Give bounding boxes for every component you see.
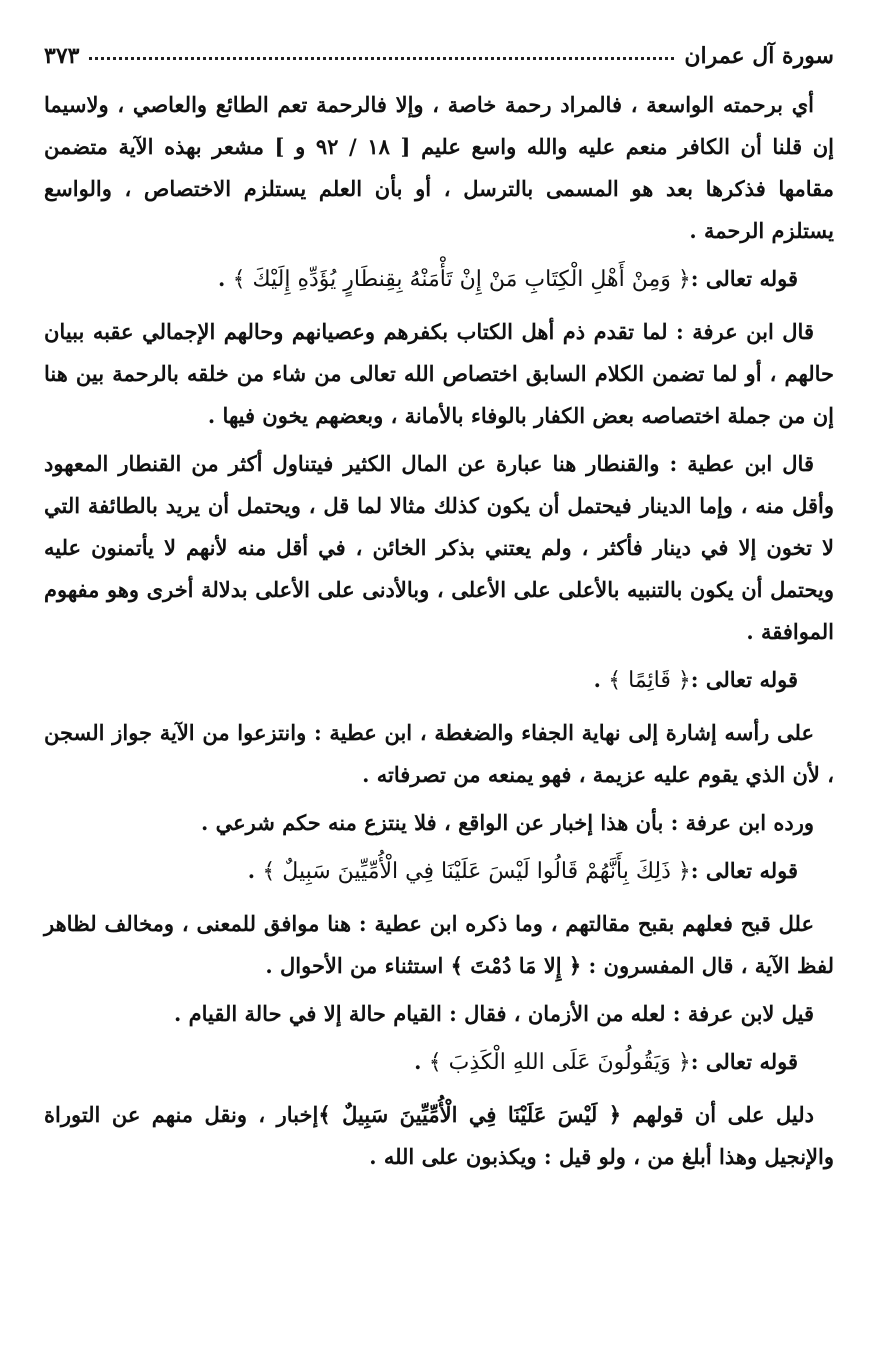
verse-quote — [44, 258, 834, 301]
verse-intro: قوله تعالى : — [690, 667, 798, 692]
verse-quote — [44, 659, 834, 702]
verse-end: . — [217, 266, 233, 291]
page-number: ٣٧٣ — [44, 43, 80, 69]
quranic-verse: ﴿ ذَلِكَ بِأَنَّهُمْ قَالُوا لَيْسَ عَلَيْنَا فِي الْأُمِّيِّينَ سَبِيلٌ ﴾ — [262, 859, 691, 884]
paragraph: قال ابن عرفة : لما تقدم ذم أهل الكتاب بكفرهم وعصيانهم وحالهم الإجمالي عقبه ببيان حالهم ، أو لما تضمن الكلام السابق اختصاص الله تعالى من شاء من خلقه بالرحمة بين هنا إن من جملة اختصاصه بعض الكفار بالوفاء بالأمانة ، وبعضهم يخون فيها . — [44, 319, 834, 428]
book-page — [44, 38, 834, 1184]
paragraph: أي برحمته الواسعة ، فالمراد رحمة خاصة ، وإلا فالرحمة تعم الطائع والعاصي ، ولاسيما إن قلنا أن الكافر منعم عليه والله واسع عليم [ ١٨ / ٩٢ و ] مشعر بهذه الآية متضمن مقامها فذكرها بعد هو المسمى بالترسل ، أو بأن العلم يستلزم الاختصاص ، والواسع يستلزم الرحمة . — [44, 92, 834, 243]
paragraph: على رأسه إشارة إلى نهاية الجفاء والضغطة ، ابن عطية : وانتزعوا من الآية جواز السجن ، لأن الذي يقوم عليه عزيمة ، فهو يمنعه من تصرفاته . — [44, 720, 834, 787]
paragraph: ورده ابن عرفة : بأن هذا إخبار عن الواقع ، فلا ينتزع منه حكم شرعي . — [201, 810, 814, 835]
verse-intro: قوله تعالى : — [690, 858, 798, 883]
header-dotted-leader — [89, 57, 674, 60]
running-header — [44, 38, 834, 74]
paragraph: قيل لابن عرفة : لعله من الأزمان ، فقال : القيام حالة إلا في حالة القيام . — [174, 1001, 814, 1026]
verse-intro: قوله تعالى : — [690, 1049, 798, 1074]
verse-intro: قوله تعالى : — [690, 266, 798, 291]
verse-end: . — [414, 1049, 429, 1074]
quranic-verse: ﴿ قَائِمًا ﴾ — [608, 668, 691, 693]
quranic-verse: ﴿ وَمِنْ أَهْلِ الْكِتَابِ مَنْ إِنْ تَأْمَنْهُ بِقِنطَارٍ يُؤَدِّهِ إِلَيْكَ ﴾ — [232, 267, 691, 292]
verse-quote — [44, 1041, 834, 1084]
verse-quote — [44, 850, 834, 893]
paragraph: علل قبح فعلهم بقبح مقالتهم ، وما ذكره ابن عطية : هنا موافق للمعنى ، ومخالف لظاهر لفظ الآية ، قال المفسرون : ﴿ إِلا مَا دُمْتَ ﴾ استثناء من الأحوال . — [44, 911, 834, 978]
quranic-verse: ﴿ وَيَقُولُونَ عَلَى اللهِ الْكَذِبَ ﴾ — [428, 1050, 691, 1075]
paragraph: دليل على أن قولهم ﴿ لَيْسَ عَلَيْنَا فِي الْأُمِّيِّينَ سَبِيلٌ ﴾إخبار ، ونقل منهم عن التوراة والإنجيل وهذا أبلغ من ، ولو قيل : ويكذبون على الله . — [44, 1102, 834, 1169]
surah-title: سورة آل عمران — [684, 43, 834, 69]
verse-end: . — [593, 667, 609, 692]
paragraph: قال ابن عطية : والقنطار هنا عبارة عن المال الكثير فيتناول أكثر من القنطار المعهود وأقل منه ، وإما الدينار فيحتمل أن يكون كذلك مثالا لما قل ، ويحتمل أن يريد بالطائفة التي لا تخون إلا في دينار فأكثر ، ولم يعتني بذكر الخائن ، في أقل منه لأنهم لا يأتمنون عليه ويحتمل أن يكون بالتنبيه بالأعلى على الأعلى ، وبالأدنى على الأعلى بدلالة أخرى وهو مفهوم الموافقة . — [44, 451, 834, 644]
verse-end: . — [247, 858, 263, 883]
